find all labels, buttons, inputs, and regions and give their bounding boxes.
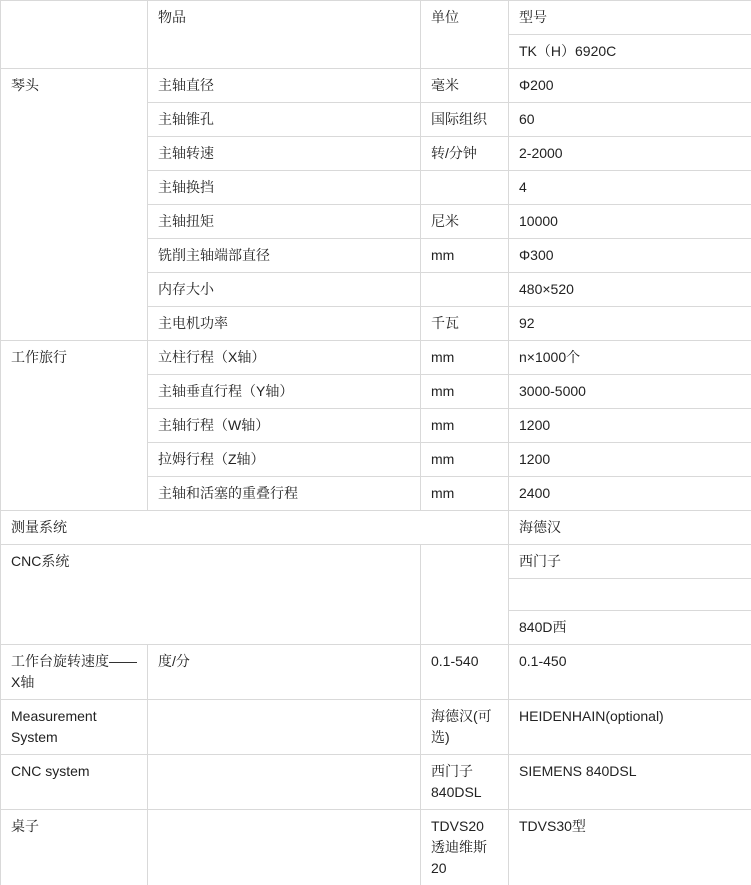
value-cell: 1200 [509,443,751,477]
value-cell: 10000 [509,205,751,239]
cnc-value: 西门子 [509,545,751,579]
item-cell: 主轴扭矩 [148,205,421,239]
section-label: 琴头 [1,69,148,341]
table-row [1,645,751,700]
section-label: 工作旅行 [1,341,148,511]
value-cell: n×1000个 [509,341,751,375]
item-cell: 铣削主轴端部直径 [148,239,421,273]
cnc-unit-cell [421,545,509,645]
unit-cell: 转/分钟 [421,137,509,171]
unit-cell [421,171,509,205]
cnc-en-value: SIEMENS 840DSL [509,755,751,810]
cnc-en-label: CNC system [1,755,148,810]
rotation-unit: 度/分 [148,645,421,700]
measurement-en-value: HEIDENHAIN(optional) [509,700,751,755]
item-cell: 主电机功率 [148,307,421,341]
desk-value: TDVS30型 [509,810,751,885]
item-cell: 拉姆行程（Z轴） [148,443,421,477]
header-unit: 单位 [421,1,509,69]
measurement-en-label: Measurement System [1,700,148,755]
value-cell: 480×520 [509,273,751,307]
rotation-range: 0.1-540 [421,645,509,700]
value-cell: Φ200 [509,69,751,103]
header-model-label: 型号 [509,1,751,35]
cnc-value-detail: 840D西 [509,611,751,645]
item-cell: 内存大小 [148,273,421,307]
table-row [1,1,751,35]
item-cell: 立柱行程（X轴） [148,341,421,375]
table-row [1,810,751,885]
cnc-label: CNC系统 [1,545,421,645]
value-cell: Φ300 [509,239,751,273]
unit-cell: mm [421,375,509,409]
item-cell: 主轴换挡 [148,171,421,205]
item-cell: 主轴直径 [148,69,421,103]
measurement-en-cn: 海德汉(可选) [421,700,509,755]
unit-cell: mm [421,443,509,477]
value-cell: 1200 [509,409,751,443]
table-row [1,545,751,579]
unit-cell: mm [421,239,509,273]
header-item: 物品 [148,1,421,69]
unit-cell: 尼米 [421,205,509,239]
cnc-value-empty [509,579,751,611]
desk-cn: TDVS20 透迪维斯20 [421,810,509,885]
rotation-label: 工作台旋转速度——X轴 [1,645,148,700]
table-row [1,700,751,755]
table-row [1,69,751,103]
item-cell: 主轴和活塞的重叠行程 [148,477,421,511]
value-cell: 92 [509,307,751,341]
table-row [1,511,751,545]
measurement-value: 海德汉 [509,511,751,545]
value-cell: 2400 [509,477,751,511]
header-model-value: TK（H）6920C [509,35,751,69]
item-cell: 主轴垂直行程（Y轴） [148,375,421,409]
desk-empty [148,810,421,885]
table-row [1,755,751,810]
desk-label: 桌子 [1,810,148,885]
cnc-en-cn: 西门子 840DSL [421,755,509,810]
cnc-en-empty [148,755,421,810]
unit-cell: mm [421,409,509,443]
unit-cell [421,273,509,307]
value-cell: 4 [509,171,751,205]
measurement-en-empty [148,700,421,755]
value-cell: 60 [509,103,751,137]
unit-cell: mm [421,477,509,511]
item-cell: 主轴转速 [148,137,421,171]
unit-cell: 国际组织 [421,103,509,137]
rotation-value: 0.1-450 [509,645,751,700]
value-cell: 3000-5000 [509,375,751,409]
unit-cell: mm [421,341,509,375]
unit-cell: 千瓦 [421,307,509,341]
item-cell: 主轴行程（W轴） [148,409,421,443]
corner-cell [1,1,148,69]
table-row [1,341,751,375]
value-cell: 2-2000 [509,137,751,171]
measurement-label: 测量系统 [1,511,509,545]
unit-cell: 毫米 [421,69,509,103]
item-cell: 主轴锥孔 [148,103,421,137]
